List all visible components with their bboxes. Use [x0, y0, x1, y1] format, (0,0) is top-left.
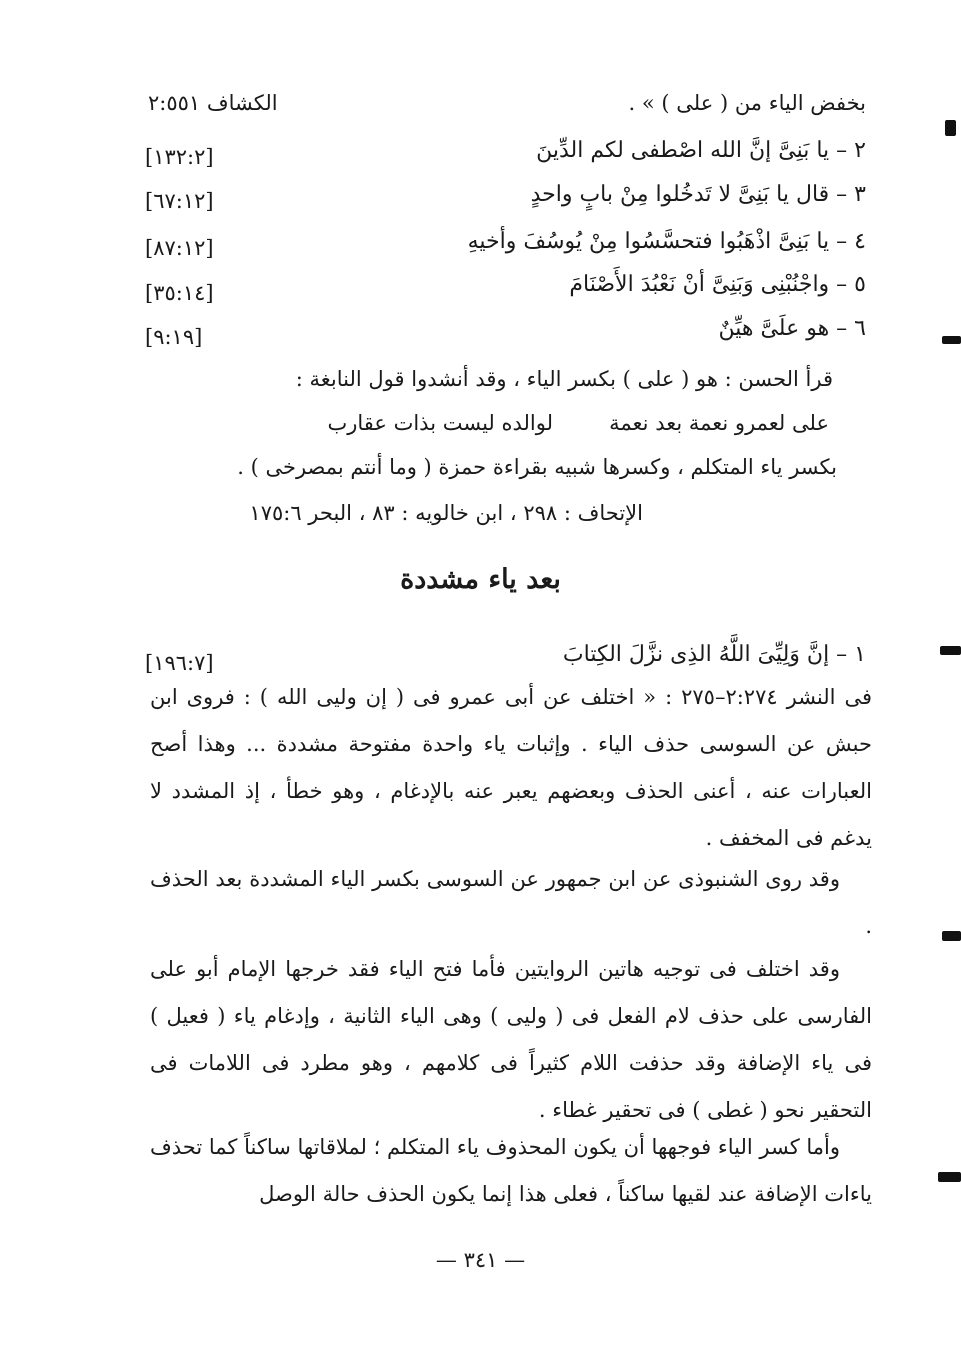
scan-mark [938, 1172, 961, 1182]
verse-ref: [٩:١٩] [145, 325, 203, 349]
paragraph-kasr: وأما كسر الياء فوجهها أن يكون المحذوف ياء المتكلم ؛ لملاقاتها ساكناً كما تحذف ياءات الإضافة عند لقيها ساكناً ، فعلى هذا إنما يكون الحذف حالة الوصل [150, 1135, 872, 1206]
section-verse: ١ – إنَّ وَلِيِّىَ اللَّهُ الذِى نزَّلَ الكِتابَ [562, 642, 866, 667]
verse-line: ٣ – قال يا بَنِىَّ لا تَدخُلوا مِنْ بابٍ واحدٍ [530, 182, 866, 207]
page-number: — ٣٤١ — [435, 1248, 526, 1272]
poem-note: بكسر ياء المتكلم ، وكسرها شبيه بقراءة حمزة ( وما أنتم بمصرخى ) . [237, 455, 837, 479]
paragraph-tawjih: وقد اختلف فى توجيه هاتين الروايتين فأما فتح الياء فقد خرجها الإمام أبو على الفارسى على حذف لام الفعل فى ( وليى ) وهى الياء الثانية ، وإدغام ياء ( فعيل ) فى ياء الإضافة وقد حذفت اللام كثيراً فى كلامهم ، وهو مطرد فى اللامات فى التحقير نحو ( غطى ) فى تحقير غطاء . [150, 957, 872, 1122]
scan-mark [942, 931, 961, 941]
scan-mark [945, 120, 956, 136]
scan-mark [942, 336, 961, 344]
paragraph-shanbudhi: وقد روى الشنبوذى عن ابن جمهور عن السوسى بكسر الياء المشددة بعد الحذف . [150, 867, 872, 938]
hasan-note: قرأ الحسن : هو ( على ) بكسر الياء ، وقد أنشدوا قول النابغة : [295, 367, 833, 391]
section-verse-ref: [١٩٦:٧] [145, 651, 214, 675]
verse-line: ٤ – يا بَنِىَّ اذْهَبُوا فتحسَّسُوا مِنْ يُوسُفَ وأخيهِ [467, 229, 866, 254]
verse-ref: [١٣٢:٢] [145, 145, 214, 169]
scan-mark [940, 646, 961, 655]
paragraph-nashr: فى النشر ٢:٢٧٤–٢٧٥ : « اختلف عن أبى عمرو فى ( إن وليى الله ) : فروى ابن حبش عن السوسى حذف الياء . وإثبات ياء واحدة مفتوحة مشددة ... وهذا أصح العبارات عنه ، أعنى الحذف وبعضهم يعبر عنه بالإدغام ، وهو خطأ ، إذ المشدد لا يدغم فى المخفف . [150, 685, 872, 850]
section-title: بعد ياء مشددة [400, 564, 561, 595]
verse-ref: [٨٧:١٢] [145, 236, 214, 260]
verse-line: ٢ – يا بَنِىَّ إنَّ الله اصْطفى لكم الدِّينَ [536, 138, 866, 163]
top-line-text: بخفض الياء من ( على ) » . [628, 91, 866, 115]
top-line-source: الكشاف ٢:٥٥١ [148, 91, 278, 115]
verse-ref: [٣٥:١٤] [145, 281, 214, 305]
verse-line: ٥ – واجْنُبْنِى وَبَنِىَّ أنْ نَعْبُدَ الأَصْنَامَ [569, 272, 866, 297]
references-line: الإتحاف : ٢٩٨ ، ابن خالويه : ٨٣ ، البحر ١٧٥:٦ [249, 501, 643, 525]
poem-first-hemistich: على لعمرو نعمة بعد نعمة [609, 411, 829, 435]
verse-ref: [٦٧:١٢] [145, 189, 214, 213]
poem-second-hemistich: لوالده ليست بذات عقارب [327, 411, 553, 435]
verse-line: ٦ – هو علَىَّ هيِّنٌ [718, 316, 866, 341]
